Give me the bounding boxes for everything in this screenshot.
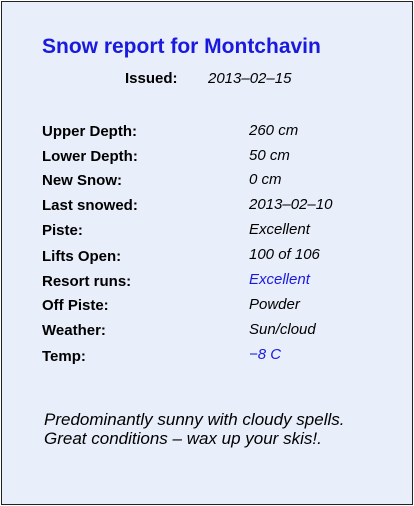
- piste-value: Excellent: [249, 221, 310, 238]
- piste-label: Piste:: [42, 222, 83, 239]
- lower-depth-value: 50 cm: [249, 147, 290, 164]
- resort-runs-value: Excellent: [249, 271, 310, 288]
- upper-depth-label: Upper Depth:: [42, 123, 137, 140]
- issued-date: 2013–02–15: [208, 70, 292, 87]
- issued-label: Issued:: [125, 70, 178, 87]
- upper-depth-value: 260 cm: [249, 122, 299, 139]
- summary-line-2: Great conditions – wax up your skis!.: [44, 429, 322, 448]
- weather-value: Sun/cloud: [249, 321, 316, 338]
- snow-report-card: [1, 1, 413, 505]
- last-snowed-value: 2013–02–10: [249, 196, 333, 213]
- last-snowed-label: Last snowed:: [42, 197, 138, 214]
- lower-depth-label: Lower Depth:: [42, 148, 138, 165]
- new-snow-label: New Snow:: [42, 172, 123, 189]
- resort-runs-label: Resort runs:: [42, 273, 132, 290]
- weather-label: Weather:: [42, 322, 106, 339]
- temp-label: Temp:: [42, 348, 86, 365]
- new-snow-value: 0 cm: [249, 171, 282, 188]
- temp-value: −8 C: [249, 346, 282, 363]
- off-piste-value: Powder: [249, 296, 300, 313]
- summary-line-1: Predominantly sunny with cloudy spells.: [44, 410, 345, 429]
- report-title: Snow report for Montchavin: [42, 35, 321, 58]
- lifts-open-label: Lifts Open:: [42, 248, 122, 265]
- conditions-summary: [44, 410, 404, 448]
- off-piste-label: Off Piste:: [42, 297, 109, 314]
- lifts-open-value: 100 of 106: [249, 246, 320, 263]
